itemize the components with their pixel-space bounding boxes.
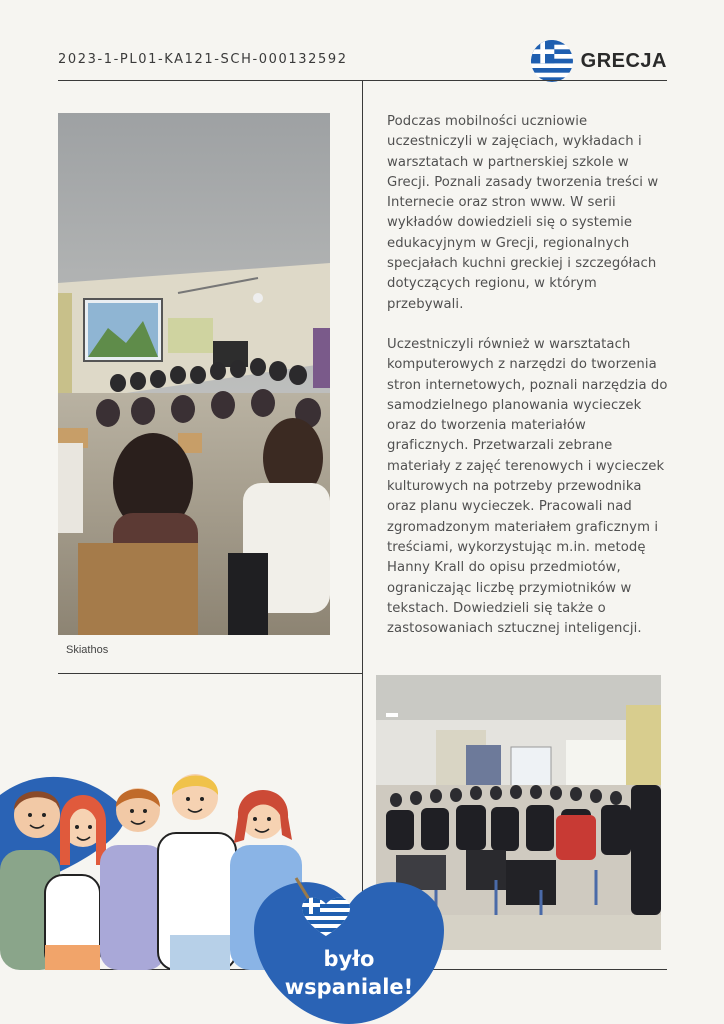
project-code: 2023-1-PL01-KA121-SCH-000132592 <box>58 52 348 67</box>
badge-text <box>244 945 454 1001</box>
left-section-divider <box>58 673 362 674</box>
country-header <box>531 40 667 82</box>
paragraph-1: Podczas mobilności uczniowie uczestniczyli w zajęciach, wykładach i warsztatach w partnerskiej szkole w Grecji. Poznali zasady tworzenia treści w Internecie oraz stron www. W serii wykładów dowiedzieli się o systemie edukacyjnym w Grecji, regionalnych specjałach kuchni greckiej i szczegółach dotyczących regionu, w którym przebywali. <box>387 114 659 312</box>
badge-line-2: wspaniale! <box>284 975 414 999</box>
column-divider <box>362 80 363 972</box>
badge-line-1: było <box>323 947 375 971</box>
photo-caption: Skiathos <box>66 644 109 656</box>
lecture-hall-photo <box>58 113 330 635</box>
body-text <box>387 112 671 639</box>
greek-flag-icon <box>531 40 573 82</box>
country-label: GRECJA <box>580 49 667 72</box>
paragraph-2: Uczestniczyli również w warsztatach komputerowych z narzędzi do tworzenia stron internetowych, poznali narzędzia do samodzielnego planowania wycieczek oraz do tworzenia materiałów graficznych. Przetwarzali zebrane materiały z zajęć terenowych i wycieczek kulturowych na potrzeby przewodnika oraz planu wycieczek. Pracowali nad zgromadzonym materiałem graficznym i treściami, wykorzystując m.in. metodę Hanny Krall do opisu przedmiotów, ograniczając liczbę przymiotników w tekstach. Dowiedzieli się także o zastosowaniach sztucznej inteligencji. <box>387 336 668 637</box>
